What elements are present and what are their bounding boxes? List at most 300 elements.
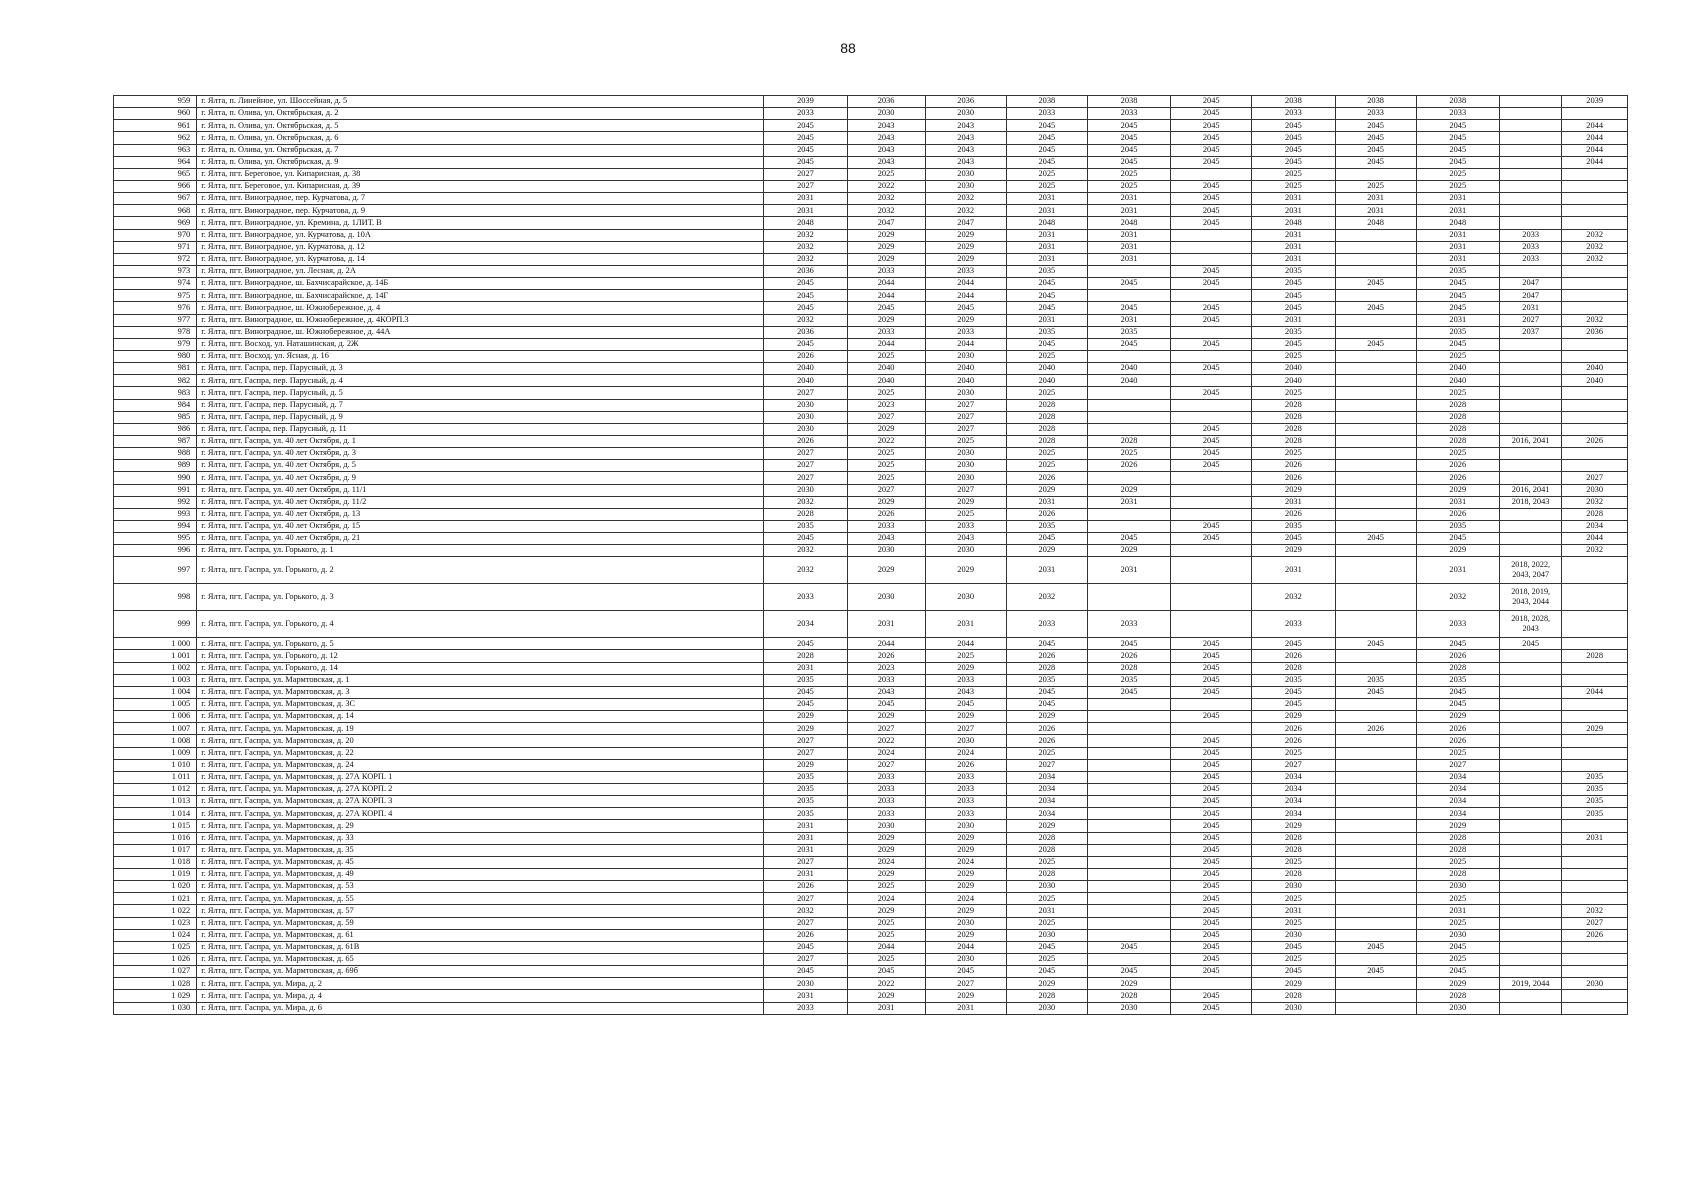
year-col-4: 2045 bbox=[1006, 302, 1087, 314]
year-col-8 bbox=[1335, 905, 1416, 917]
year-col-4: 2029 bbox=[1006, 978, 1087, 990]
year-col-11 bbox=[1562, 990, 1628, 1002]
year-col-5 bbox=[1087, 735, 1170, 747]
year-col-11: 2027 bbox=[1562, 472, 1628, 484]
address: г. Ялта, п. Олива, ул. Октябрьская, д. 9 bbox=[197, 156, 764, 168]
year-col-4: 2025 bbox=[1006, 954, 1087, 966]
year-col-11: 2029 bbox=[1562, 723, 1628, 735]
year-col-5: 2028 bbox=[1087, 990, 1170, 1002]
year-col-7: 2025 bbox=[1252, 747, 1335, 759]
table-row bbox=[114, 253, 1628, 265]
year-col-3: 2033 bbox=[925, 326, 1006, 338]
table-row bbox=[114, 338, 1628, 350]
year-col-7: 2028 bbox=[1252, 844, 1335, 856]
year-col-5: 2048 bbox=[1087, 217, 1170, 229]
year-col-8 bbox=[1335, 411, 1416, 423]
year-col-11: 2035 bbox=[1562, 771, 1628, 783]
year-col-4: 2031 bbox=[1006, 905, 1087, 917]
year-col-3: 2033 bbox=[925, 674, 1006, 686]
row-number: 993 bbox=[114, 508, 197, 520]
year-col-11 bbox=[1562, 584, 1628, 611]
year-col-8 bbox=[1335, 423, 1416, 435]
year-col-2: 2026 bbox=[847, 650, 925, 662]
year-col-4: 2045 bbox=[1006, 144, 1087, 156]
year-col-9: 2028 bbox=[1416, 832, 1499, 844]
year-col-7: 2031 bbox=[1252, 229, 1335, 241]
year-col-3: 2031 bbox=[925, 1002, 1006, 1014]
address: г. Ялта, п. Олива, ул. Октябрьская, д. 2 bbox=[197, 108, 764, 120]
year-col-2: 2044 bbox=[847, 638, 925, 650]
address: г. Ялта, пгт. Гаспра, ул. Мармтовская, д. 35 bbox=[197, 844, 764, 856]
year-col-8 bbox=[1335, 387, 1416, 399]
address: г. Ялта, пгт. Виноградное, ул. Лесная, д. 2А bbox=[197, 265, 764, 277]
year-col-5: 2029 bbox=[1087, 484, 1170, 496]
row-number: 973 bbox=[114, 265, 197, 277]
year-col-7: 2025 bbox=[1252, 856, 1335, 868]
year-col-3: 2030 bbox=[925, 350, 1006, 362]
year-col-5: 2045 bbox=[1087, 132, 1170, 144]
year-col-10: 2019, 2044 bbox=[1499, 978, 1561, 990]
year-col-1: 2027 bbox=[764, 180, 847, 192]
table-row bbox=[114, 686, 1628, 698]
row-number: 1 010 bbox=[114, 759, 197, 771]
year-col-4: 2033 bbox=[1006, 611, 1087, 638]
year-col-7: 2026 bbox=[1252, 472, 1335, 484]
year-col-5 bbox=[1087, 832, 1170, 844]
row-number: 1 024 bbox=[114, 929, 197, 941]
year-col-8: 2031 bbox=[1335, 193, 1416, 205]
year-col-4: 2025 bbox=[1006, 387, 1087, 399]
year-col-1: 2045 bbox=[764, 290, 847, 302]
year-col-6: 2045 bbox=[1171, 278, 1252, 290]
year-col-6 bbox=[1171, 326, 1252, 338]
year-col-3: 2029 bbox=[925, 496, 1006, 508]
address: г. Ялта, пгт. Гаспра, ул. 40 лет Октября, д. 1 bbox=[197, 435, 764, 447]
year-col-9: 2045 bbox=[1416, 686, 1499, 698]
table-row bbox=[114, 557, 1628, 584]
address: г. Ялта, пгт. Гаспра, ул. Мармтовская, д. 59 bbox=[197, 917, 764, 929]
year-col-3: 2030 bbox=[925, 180, 1006, 192]
year-col-5 bbox=[1087, 508, 1170, 520]
year-col-11 bbox=[1562, 638, 1628, 650]
year-col-3: 2027 bbox=[925, 723, 1006, 735]
year-col-1: 2036 bbox=[764, 326, 847, 338]
year-col-8: 2045 bbox=[1335, 120, 1416, 132]
year-col-7: 2028 bbox=[1252, 423, 1335, 435]
year-col-7: 2045 bbox=[1252, 156, 1335, 168]
year-col-4: 2028 bbox=[1006, 435, 1087, 447]
year-col-11: 2035 bbox=[1562, 784, 1628, 796]
year-col-5 bbox=[1087, 796, 1170, 808]
table-row bbox=[114, 747, 1628, 759]
year-col-1: 2028 bbox=[764, 650, 847, 662]
year-col-5 bbox=[1087, 917, 1170, 929]
year-col-6: 2045 bbox=[1171, 832, 1252, 844]
year-col-5: 2028 bbox=[1087, 662, 1170, 674]
year-col-1: 2027 bbox=[764, 893, 847, 905]
year-col-10 bbox=[1499, 520, 1561, 532]
year-col-11: 2044 bbox=[1562, 144, 1628, 156]
year-col-7: 2045 bbox=[1252, 699, 1335, 711]
year-col-1: 2027 bbox=[764, 954, 847, 966]
year-col-2: 2029 bbox=[847, 711, 925, 723]
year-col-10 bbox=[1499, 759, 1561, 771]
address: г. Ялта, пгт. Восход, ул. Ясная, д. 16 bbox=[197, 350, 764, 362]
year-col-7: 2031 bbox=[1252, 905, 1335, 917]
year-col-11: 2044 bbox=[1562, 533, 1628, 545]
year-col-6: 2045 bbox=[1171, 869, 1252, 881]
table-row bbox=[114, 990, 1628, 1002]
year-col-8 bbox=[1335, 229, 1416, 241]
address: г. Ялта, пгт. Гаспра, ул. Мармтовская, д. 3С bbox=[197, 699, 764, 711]
year-col-5 bbox=[1087, 290, 1170, 302]
row-number: 1 023 bbox=[114, 917, 197, 929]
address: г. Ялта, пгт. Гаспра, ул. Горького, д. 1 bbox=[197, 545, 764, 557]
year-col-2: 2025 bbox=[847, 448, 925, 460]
year-col-1: 2032 bbox=[764, 229, 847, 241]
year-col-6: 2045 bbox=[1171, 796, 1252, 808]
year-col-11 bbox=[1562, 759, 1628, 771]
year-col-8 bbox=[1335, 699, 1416, 711]
year-col-8: 2045 bbox=[1335, 966, 1416, 978]
year-col-8: 2033 bbox=[1335, 108, 1416, 120]
row-number: 997 bbox=[114, 557, 197, 584]
year-col-9: 2031 bbox=[1416, 205, 1499, 217]
table-row bbox=[114, 326, 1628, 338]
year-col-7: 2045 bbox=[1252, 638, 1335, 650]
year-col-6 bbox=[1171, 290, 1252, 302]
year-col-4: 2026 bbox=[1006, 650, 1087, 662]
year-col-11 bbox=[1562, 893, 1628, 905]
year-col-11 bbox=[1562, 711, 1628, 723]
year-col-6: 2045 bbox=[1171, 435, 1252, 447]
year-col-8 bbox=[1335, 759, 1416, 771]
year-col-11: 2036 bbox=[1562, 326, 1628, 338]
year-col-11 bbox=[1562, 747, 1628, 759]
year-col-6 bbox=[1171, 472, 1252, 484]
address: г. Ялта, пгт. Гаспра, пер. Парусный, д. 9 bbox=[197, 411, 764, 423]
year-col-7: 2040 bbox=[1252, 375, 1335, 387]
year-col-6: 2045 bbox=[1171, 711, 1252, 723]
row-number: 961 bbox=[114, 120, 197, 132]
address: г. Ялта, пгт. Гаспра, ул. Мармтовская, д. 33 bbox=[197, 832, 764, 844]
table-row bbox=[114, 735, 1628, 747]
table-row bbox=[114, 1002, 1628, 1014]
year-col-9: 2026 bbox=[1416, 472, 1499, 484]
table-row bbox=[114, 520, 1628, 532]
year-col-9: 2048 bbox=[1416, 217, 1499, 229]
year-col-3: 2027 bbox=[925, 978, 1006, 990]
year-col-11: 2044 bbox=[1562, 120, 1628, 132]
year-col-7: 2028 bbox=[1252, 435, 1335, 447]
year-col-7: 2045 bbox=[1252, 686, 1335, 698]
year-col-11 bbox=[1562, 674, 1628, 686]
year-col-2: 2027 bbox=[847, 484, 925, 496]
year-col-2: 2029 bbox=[847, 832, 925, 844]
year-col-10 bbox=[1499, 662, 1561, 674]
year-col-3: 2029 bbox=[925, 662, 1006, 674]
year-col-4: 2025 bbox=[1006, 856, 1087, 868]
year-col-5: 2040 bbox=[1087, 363, 1170, 375]
year-col-9: 2028 bbox=[1416, 435, 1499, 447]
year-col-8 bbox=[1335, 711, 1416, 723]
year-col-5 bbox=[1087, 881, 1170, 893]
table-row bbox=[114, 699, 1628, 711]
year-col-5: 2045 bbox=[1087, 941, 1170, 953]
table-row bbox=[114, 723, 1628, 735]
year-col-5 bbox=[1087, 844, 1170, 856]
address: г. Ялта, пгт. Гаспра, ул. Мармтовская, д. 27А КОРП. 3 bbox=[197, 796, 764, 808]
year-col-4: 2035 bbox=[1006, 520, 1087, 532]
year-col-3: 2029 bbox=[925, 844, 1006, 856]
year-col-9: 2028 bbox=[1416, 869, 1499, 881]
year-col-11 bbox=[1562, 557, 1628, 584]
year-col-1: 2035 bbox=[764, 771, 847, 783]
year-col-4: 2045 bbox=[1006, 120, 1087, 132]
year-col-2: 2023 bbox=[847, 399, 925, 411]
address: г. Ялта, пгт. Береговое, ул. Кипарисная, д. 38 bbox=[197, 168, 764, 180]
year-col-2: 2025 bbox=[847, 460, 925, 472]
year-col-10 bbox=[1499, 1002, 1561, 1014]
address: г. Ялта, пгт. Гаспра, ул. Мармтовская, д. 61 bbox=[197, 929, 764, 941]
year-col-2: 2030 bbox=[847, 545, 925, 557]
year-col-1: 2035 bbox=[764, 674, 847, 686]
year-col-2: 2043 bbox=[847, 156, 925, 168]
year-col-6: 2045 bbox=[1171, 905, 1252, 917]
year-col-7: 2033 bbox=[1252, 108, 1335, 120]
year-col-4: 2045 bbox=[1006, 966, 1087, 978]
year-col-10: 2016, 2041 bbox=[1499, 484, 1561, 496]
year-col-4: 2031 bbox=[1006, 557, 1087, 584]
year-col-11: 2027 bbox=[1562, 917, 1628, 929]
year-col-7: 2031 bbox=[1252, 496, 1335, 508]
year-col-4: 2045 bbox=[1006, 132, 1087, 144]
year-col-8 bbox=[1335, 856, 1416, 868]
year-col-9: 2028 bbox=[1416, 990, 1499, 1002]
year-col-8 bbox=[1335, 350, 1416, 362]
year-col-11: 2026 bbox=[1562, 435, 1628, 447]
year-col-2: 2043 bbox=[847, 120, 925, 132]
year-col-9: 2028 bbox=[1416, 662, 1499, 674]
year-col-7: 2031 bbox=[1252, 205, 1335, 217]
year-col-4: 2030 bbox=[1006, 881, 1087, 893]
year-col-5: 2040 bbox=[1087, 375, 1170, 387]
year-col-3: 2040 bbox=[925, 363, 1006, 375]
address: г. Ялта, пгт. Гаспра, ул. Мармтовская, д. 45 bbox=[197, 856, 764, 868]
address: г. Ялта, пгт. Гаспра, пер. Парусный, д. 7 bbox=[197, 399, 764, 411]
year-col-2: 2033 bbox=[847, 326, 925, 338]
year-col-6 bbox=[1171, 545, 1252, 557]
year-col-5 bbox=[1087, 808, 1170, 820]
year-col-6: 2045 bbox=[1171, 363, 1252, 375]
year-col-4: 2031 bbox=[1006, 314, 1087, 326]
row-number: 988 bbox=[114, 448, 197, 460]
year-col-6: 2045 bbox=[1171, 893, 1252, 905]
row-number: 985 bbox=[114, 411, 197, 423]
year-col-4: 2031 bbox=[1006, 241, 1087, 253]
address: г. Ялта, пгт. Виноградное, ул. Кремина, д. 1ЛИТ. В bbox=[197, 217, 764, 229]
address: г. Ялта, пгт. Гаспра, пер. Парусный, д. 11 bbox=[197, 423, 764, 435]
year-col-3: 2047 bbox=[925, 217, 1006, 229]
year-col-3: 2029 bbox=[925, 229, 1006, 241]
table-row bbox=[114, 350, 1628, 362]
year-col-11: 2026 bbox=[1562, 929, 1628, 941]
address: г. Ялта, пгт. Виноградное, ул. Курчатова, д. 14 bbox=[197, 253, 764, 265]
year-col-9: 2045 bbox=[1416, 120, 1499, 132]
year-col-8: 2045 bbox=[1335, 686, 1416, 698]
year-col-6 bbox=[1171, 411, 1252, 423]
table-row bbox=[114, 584, 1628, 611]
year-col-4: 2025 bbox=[1006, 350, 1087, 362]
year-col-4: 2034 bbox=[1006, 808, 1087, 820]
year-col-5 bbox=[1087, 905, 1170, 917]
year-col-5: 2045 bbox=[1087, 156, 1170, 168]
year-col-11 bbox=[1562, 448, 1628, 460]
year-col-6: 2045 bbox=[1171, 265, 1252, 277]
year-col-7: 2029 bbox=[1252, 820, 1335, 832]
year-col-4: 2034 bbox=[1006, 784, 1087, 796]
table-row bbox=[114, 496, 1628, 508]
address: г. Ялта, пгт. Гаспра, ул. Мармтовская, д. 20 bbox=[197, 735, 764, 747]
address: г. Ялта, пгт. Виноградное, ул. Курчатова, д. 10А bbox=[197, 229, 764, 241]
year-col-8 bbox=[1335, 290, 1416, 302]
table-row bbox=[114, 302, 1628, 314]
row-number: 974 bbox=[114, 278, 197, 290]
year-col-2: 2029 bbox=[847, 905, 925, 917]
table-row bbox=[114, 881, 1628, 893]
year-col-9: 2038 bbox=[1416, 96, 1499, 108]
year-col-9: 2034 bbox=[1416, 808, 1499, 820]
year-col-10 bbox=[1499, 156, 1561, 168]
address: г. Ялта, пгт. Гаспра, ул. Горького, д. 3 bbox=[197, 584, 764, 611]
year-col-1: 2032 bbox=[764, 253, 847, 265]
year-col-5: 2031 bbox=[1087, 193, 1170, 205]
year-col-1: 2027 bbox=[764, 387, 847, 399]
year-col-6 bbox=[1171, 375, 1252, 387]
year-col-3: 2030 bbox=[925, 735, 1006, 747]
year-col-6: 2045 bbox=[1171, 808, 1252, 820]
address: г. Ялта, пгт. Восход, ул. Наташинская, д. 2Ж bbox=[197, 338, 764, 350]
year-col-2: 2022 bbox=[847, 180, 925, 192]
year-col-8 bbox=[1335, 496, 1416, 508]
year-col-4: 2028 bbox=[1006, 869, 1087, 881]
year-col-2: 2025 bbox=[847, 881, 925, 893]
year-col-4: 2034 bbox=[1006, 796, 1087, 808]
year-col-3: 2043 bbox=[925, 120, 1006, 132]
year-col-3: 2030 bbox=[925, 460, 1006, 472]
table-row bbox=[114, 674, 1628, 686]
year-col-4: 2025 bbox=[1006, 917, 1087, 929]
year-col-11: 2032 bbox=[1562, 496, 1628, 508]
address: г. Ялта, пгт. Гаспра, ул. Мармтовская, д. 69б bbox=[197, 966, 764, 978]
year-col-7: 2029 bbox=[1252, 545, 1335, 557]
year-col-5: 2025 bbox=[1087, 180, 1170, 192]
row-number: 1 015 bbox=[114, 820, 197, 832]
year-col-11: 2030 bbox=[1562, 484, 1628, 496]
year-col-1: 2031 bbox=[764, 662, 847, 674]
year-col-1: 2033 bbox=[764, 584, 847, 611]
row-number: 1 019 bbox=[114, 869, 197, 881]
year-col-10 bbox=[1499, 448, 1561, 460]
year-col-11 bbox=[1562, 881, 1628, 893]
year-col-11 bbox=[1562, 844, 1628, 856]
year-col-1: 2029 bbox=[764, 759, 847, 771]
year-col-7: 2040 bbox=[1252, 363, 1335, 375]
year-col-9: 2029 bbox=[1416, 545, 1499, 557]
year-col-8 bbox=[1335, 241, 1416, 253]
year-col-6 bbox=[1171, 611, 1252, 638]
year-col-4: 2040 bbox=[1006, 375, 1087, 387]
year-col-10: 2033 bbox=[1499, 241, 1561, 253]
table-row bbox=[114, 156, 1628, 168]
year-col-11: 2040 bbox=[1562, 375, 1628, 387]
year-col-4: 2028 bbox=[1006, 411, 1087, 423]
address: г. Ялта, пгт. Виноградное, пер. Курчатова, д. 9 bbox=[197, 205, 764, 217]
year-col-1: 2045 bbox=[764, 156, 847, 168]
year-col-7: 2035 bbox=[1252, 326, 1335, 338]
year-col-5 bbox=[1087, 423, 1170, 435]
year-col-6: 2045 bbox=[1171, 747, 1252, 759]
year-col-3: 2025 bbox=[925, 508, 1006, 520]
year-col-1: 2032 bbox=[764, 314, 847, 326]
year-col-10 bbox=[1499, 338, 1561, 350]
year-col-11: 2032 bbox=[1562, 241, 1628, 253]
row-number: 991 bbox=[114, 484, 197, 496]
year-col-11 bbox=[1562, 108, 1628, 120]
address: г. Ялта, пгт. Гаспра, ул. Мармтовская, д. 1 bbox=[197, 674, 764, 686]
year-col-11: 2044 bbox=[1562, 156, 1628, 168]
year-col-6: 2045 bbox=[1171, 929, 1252, 941]
year-col-11: 2028 bbox=[1562, 508, 1628, 520]
year-col-7: 2026 bbox=[1252, 650, 1335, 662]
year-col-8: 2038 bbox=[1335, 96, 1416, 108]
year-col-8 bbox=[1335, 662, 1416, 674]
year-col-3: 2043 bbox=[925, 533, 1006, 545]
year-col-8 bbox=[1335, 990, 1416, 1002]
year-col-8 bbox=[1335, 808, 1416, 820]
year-col-3: 2044 bbox=[925, 278, 1006, 290]
year-col-7: 2028 bbox=[1252, 399, 1335, 411]
year-col-9: 2040 bbox=[1416, 375, 1499, 387]
year-col-3: 2043 bbox=[925, 686, 1006, 698]
row-number: 1 000 bbox=[114, 638, 197, 650]
year-col-10: 2027 bbox=[1499, 314, 1561, 326]
year-col-10 bbox=[1499, 820, 1561, 832]
year-col-10 bbox=[1499, 856, 1561, 868]
year-col-9: 2045 bbox=[1416, 278, 1499, 290]
year-col-8 bbox=[1335, 784, 1416, 796]
year-col-4: 2026 bbox=[1006, 723, 1087, 735]
year-col-3: 2030 bbox=[925, 820, 1006, 832]
year-col-5: 2031 bbox=[1087, 229, 1170, 241]
year-col-10: 2047 bbox=[1499, 290, 1561, 302]
year-col-2: 2029 bbox=[847, 844, 925, 856]
address: г. Ялта, пгт. Гаспра, ул. Мармтовская, д. 49 bbox=[197, 869, 764, 881]
year-col-10 bbox=[1499, 954, 1561, 966]
year-col-1: 2045 bbox=[764, 120, 847, 132]
row-number: 999 bbox=[114, 611, 197, 638]
year-col-3: 2029 bbox=[925, 929, 1006, 941]
year-col-3: 2025 bbox=[925, 650, 1006, 662]
year-col-5 bbox=[1087, 265, 1170, 277]
year-col-6: 2045 bbox=[1171, 448, 1252, 460]
row-number: 1 007 bbox=[114, 723, 197, 735]
year-col-1: 2048 bbox=[764, 217, 847, 229]
address: г. Ялта, пгт. Гаспра, пер. Парусный, д. 4 bbox=[197, 375, 764, 387]
address: г. Ялта, пгт. Гаспра, ул. Мармтовская, д. 22 bbox=[197, 747, 764, 759]
year-col-3: 2025 bbox=[925, 435, 1006, 447]
address: г. Ялта, пгт. Гаспра, ул. Мармтовская, д. 53 bbox=[197, 881, 764, 893]
